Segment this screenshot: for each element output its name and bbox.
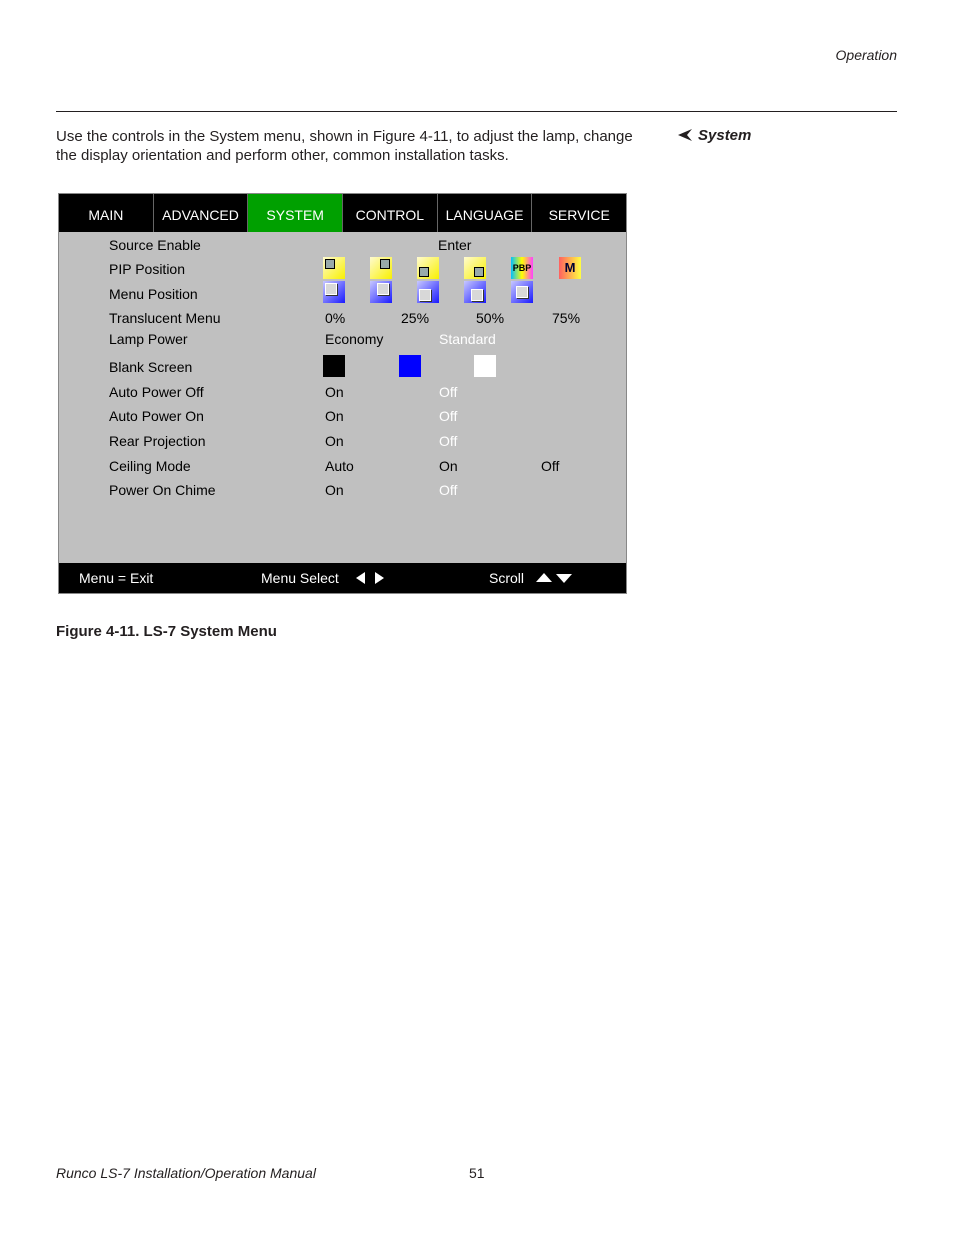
system-menu-screenshot bbox=[58, 193, 627, 594]
menu-footer-bar bbox=[59, 563, 626, 593]
tab-main[interactable]: MAIN bbox=[59, 194, 154, 232]
side-heading-label: System bbox=[698, 127, 752, 144]
tab-service[interactable]: SERVICE bbox=[548, 207, 610, 223]
menu-center-icon[interactable] bbox=[511, 281, 533, 303]
row-rear-projection-label: Rear Projection bbox=[109, 433, 206, 449]
menu-tab-bar bbox=[59, 194, 626, 232]
menu-select-hint: Menu Select bbox=[261, 570, 339, 586]
running-header: Operation bbox=[835, 47, 897, 63]
row-ceiling-mode-label: Ceiling Mode bbox=[109, 458, 191, 474]
menu-exit-hint: Menu = Exit bbox=[79, 570, 154, 586]
chime-on[interactable]: On bbox=[325, 482, 344, 498]
ceiling-auto[interactable]: Auto bbox=[325, 458, 354, 474]
blank-blue-swatch[interactable] bbox=[399, 355, 421, 377]
translucent-50[interactable]: 50% bbox=[476, 310, 505, 326]
figure-caption: Figure 4-11. LS-7 System Menu bbox=[56, 623, 277, 640]
mirror-icon[interactable]: M bbox=[559, 257, 581, 279]
lamp-standard[interactable]: Standard bbox=[439, 331, 496, 347]
left-right-arrows-icon bbox=[355, 571, 387, 585]
rear-projection-on[interactable]: On bbox=[325, 433, 344, 449]
auto-power-on-off[interactable]: Off bbox=[439, 408, 458, 424]
translucent-0[interactable]: 0% bbox=[325, 310, 346, 326]
pip-top-right-icon[interactable] bbox=[370, 257, 392, 279]
row-blank-screen-label: Blank Screen bbox=[109, 359, 193, 375]
row-auto-power-on-label: Auto Power On bbox=[109, 408, 204, 424]
auto-power-off-off[interactable]: Off bbox=[439, 384, 458, 400]
translucent-75[interactable]: 75% bbox=[552, 310, 581, 326]
arrow-left-icon bbox=[678, 129, 692, 141]
source-enable-enter[interactable]: Enter bbox=[438, 237, 472, 253]
row-menu-position-label: Menu Position bbox=[109, 286, 198, 302]
footer-page-number: 51 bbox=[469, 1165, 485, 1181]
ceiling-on[interactable]: On bbox=[439, 458, 458, 474]
menu-bottom-left-icon[interactable] bbox=[417, 281, 439, 303]
menu-bottom-right-icon[interactable] bbox=[464, 281, 486, 303]
row-source-enable-label: Source Enable bbox=[109, 237, 201, 253]
tab-control[interactable]: CONTROL bbox=[343, 194, 438, 232]
header-rule bbox=[56, 111, 897, 112]
side-heading bbox=[678, 127, 751, 144]
pip-bottom-left-icon[interactable] bbox=[417, 257, 439, 279]
chime-off[interactable]: Off bbox=[439, 482, 458, 498]
pip-bottom-right-icon[interactable] bbox=[464, 257, 486, 279]
pbp-icon[interactable]: PBP bbox=[511, 257, 533, 279]
auto-power-on-on[interactable]: On bbox=[325, 408, 344, 424]
row-power-on-chime-label: Power On Chime bbox=[109, 482, 216, 498]
rear-projection-off[interactable]: Off bbox=[439, 433, 458, 449]
row-lamp-power-label: Lamp Power bbox=[109, 331, 188, 347]
row-pip-position-label: PIP Position bbox=[109, 261, 186, 277]
auto-power-off-on[interactable]: On bbox=[325, 384, 344, 400]
up-down-arrows-icon bbox=[535, 571, 573, 585]
scroll-hint: Scroll bbox=[489, 570, 525, 586]
intro-paragraph: Use the controls in the System menu, shown in Figure 4-11, to adjust the lamp, change the display orientation and perform other, common installation tasks. bbox=[56, 128, 633, 164]
blank-black-swatch[interactable] bbox=[323, 355, 345, 377]
menu-top-left-icon[interactable] bbox=[323, 281, 345, 303]
row-translucent-menu-label: Translucent Menu bbox=[109, 310, 221, 326]
tab-language[interactable]: LANGUAGE bbox=[438, 194, 533, 232]
tab-system[interactable]: SYSTEM bbox=[248, 194, 343, 232]
lamp-economy[interactable]: Economy bbox=[325, 331, 384, 347]
row-auto-power-off-label: Auto Power Off bbox=[109, 384, 204, 400]
footer-manual-title: Runco LS-7 Installation/Operation Manual bbox=[56, 1165, 316, 1181]
pip-top-left-icon[interactable] bbox=[323, 257, 345, 279]
blank-white-swatch[interactable] bbox=[474, 355, 496, 377]
tab-advanced[interactable]: ADVANCED bbox=[154, 194, 249, 232]
translucent-25[interactable]: 25% bbox=[401, 310, 430, 326]
ceiling-off[interactable]: Off bbox=[541, 458, 560, 474]
menu-top-right-icon[interactable] bbox=[370, 281, 392, 303]
